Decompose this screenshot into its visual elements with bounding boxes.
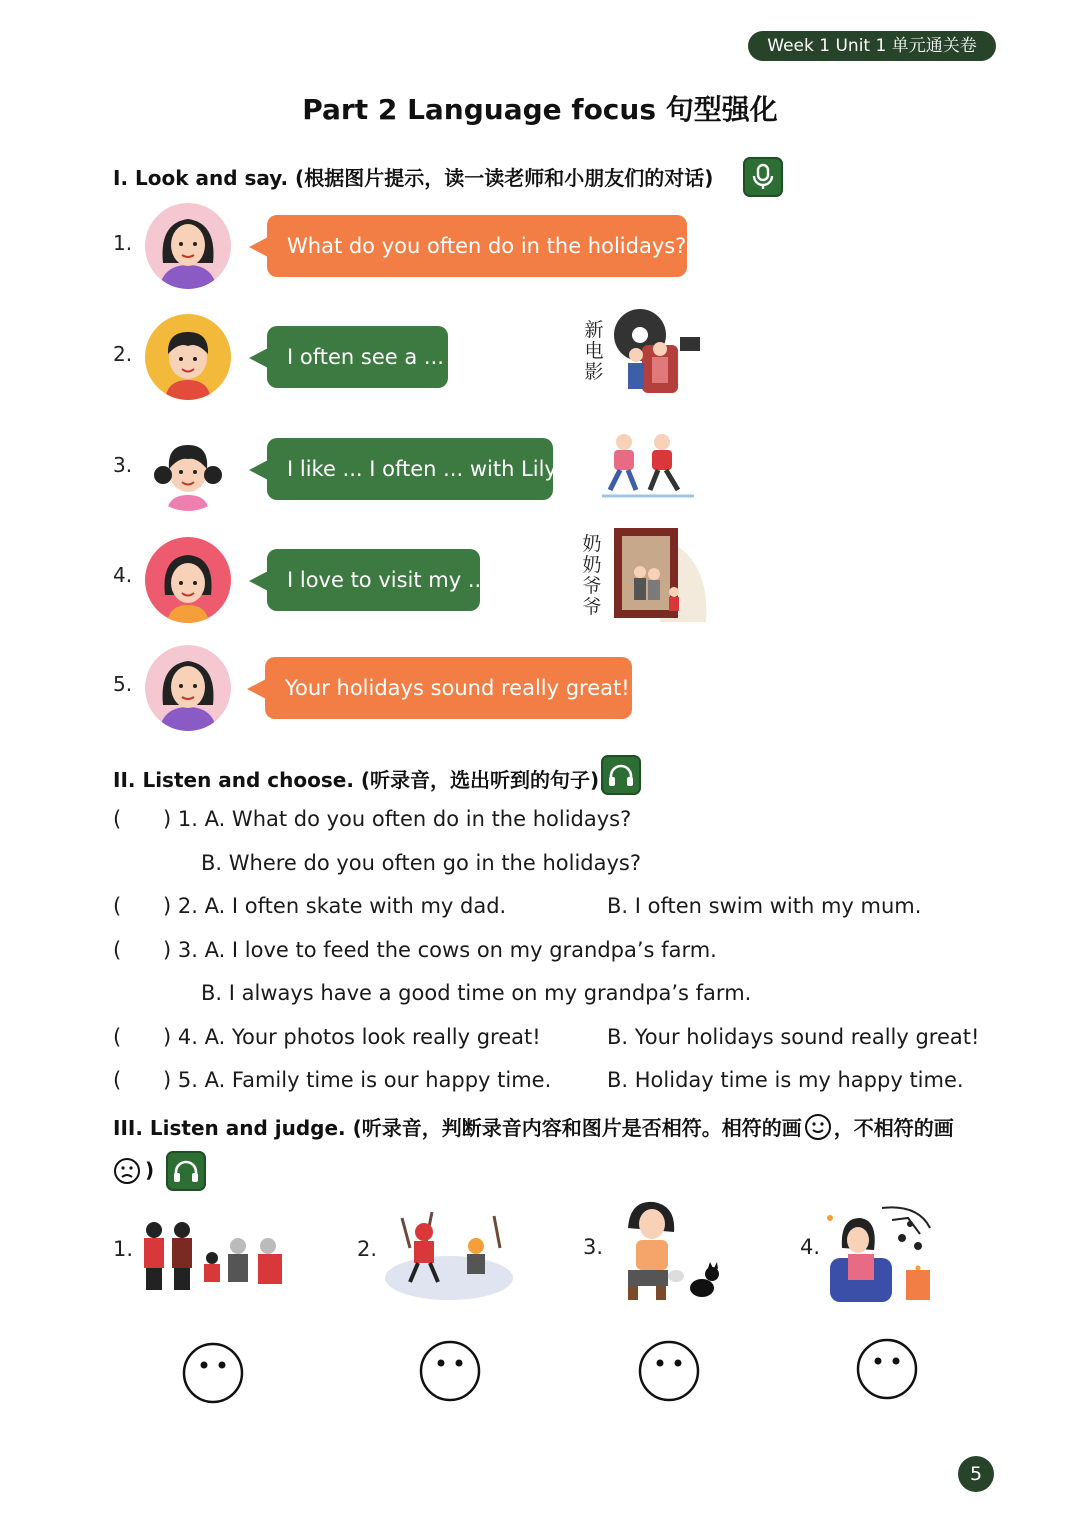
grandparents-visit-picture [610, 522, 710, 626]
hint-text: 奶 奶 爷 爷 [582, 533, 602, 618]
page-number: 5 [958, 1456, 994, 1492]
section3-title-part2: ，不相符的画 [833, 1116, 954, 1140]
headphones-icon[interactable] [166, 1151, 206, 1191]
section3-title-close: ) [145, 1158, 155, 1182]
answer-blank[interactable]: ( [113, 1025, 122, 1049]
question-2-option-b: B. I often swim with my mum. [607, 894, 922, 918]
question-3-option-b: B. I always have a good time on my grandpa’s farm. [201, 981, 752, 1005]
question-4-option-a: ) 4. A. Your photos look really great! [163, 1025, 541, 1049]
judge-number: 4. [800, 1235, 821, 1259]
section1-title: I. Look and say. (根据图片提示，读一读老师和小朋友们的对话) [113, 166, 714, 190]
question-5-option-b: B. Holiday time is my happy time. [607, 1068, 964, 1092]
speech-bubble-4: I love to visit my ... [267, 549, 480, 611]
question-1-option-b: B. Where do you often go in the holidays? [201, 851, 641, 875]
answer-face-4[interactable] [856, 1338, 918, 1400]
answer-face-1[interactable] [182, 1342, 244, 1404]
answer-blank[interactable]: ( [113, 1068, 122, 1092]
item-number: 3. [113, 453, 133, 477]
teacher-avatar [145, 645, 231, 731]
section3-title-part1: III. Listen and judge. (听录音，判断录音内容和图片是否相符。相符的画 [113, 1116, 802, 1140]
question-2-option-a: ) 2. A. I often skate with my dad. [163, 894, 507, 918]
item-number: 4. [113, 563, 133, 587]
section2-title: II. Listen and choose. (听录音，选出听到的句子) [113, 768, 600, 792]
headphones-icon[interactable] [601, 755, 641, 795]
answer-blank[interactable]: ( [113, 807, 122, 831]
girl-avatar [145, 537, 231, 623]
family-picture [140, 1218, 290, 1292]
question-3-option-a: ) 3. A. I love to feed the cows on my grandpa’s farm. [163, 938, 717, 962]
answer-blank[interactable]: ( [113, 938, 122, 962]
question-5-option-a: ) 5. A. Family time is our happy time. [163, 1068, 552, 1092]
snow-play-picture [382, 1208, 517, 1304]
smile-face-icon [804, 1113, 832, 1141]
section3-title [113, 1112, 954, 1141]
judge-number: 1. [113, 1237, 134, 1261]
answer-blank[interactable]: ( [113, 894, 122, 918]
item-number: 2. [113, 342, 133, 366]
part-title: Part 2 Language focus 句型强化 [302, 93, 778, 126]
speech-bubble-3: I like ... I often ... with Lily. [267, 438, 553, 500]
speech-bubble-2: I often see a ... [267, 326, 448, 388]
speech-bubble-5: Your holidays sound really great! [265, 657, 632, 719]
item-number: 5. [113, 672, 133, 696]
answer-face-3[interactable] [638, 1340, 700, 1402]
microphone-icon[interactable] [743, 157, 783, 197]
sad-face-icon [113, 1157, 141, 1185]
question-1-option-a: ) 1. A. What do you often do in the holidays? [163, 807, 632, 831]
judge-number: 2. [357, 1237, 378, 1261]
judge-number: 3. [583, 1235, 604, 1259]
unit-badge: Week 1 Unit 1 单元通关卷 [748, 31, 996, 61]
hint-text: 新 电 影 [584, 319, 604, 383]
cinema-picture [608, 305, 703, 405]
skating-picture [600, 430, 696, 502]
question-4-option-b: B. Your holidays sound really great! [607, 1025, 980, 1049]
girl-avatar [145, 425, 231, 511]
speech-bubble-1: What do you often do in the holidays? [267, 215, 687, 277]
item-number: 1. [113, 231, 133, 255]
boy-avatar [145, 314, 231, 400]
teacher-avatar [145, 203, 231, 289]
girl-feeding-cat-picture [618, 1198, 724, 1306]
girl-listening-music-picture [822, 1198, 936, 1308]
answer-face-2[interactable] [419, 1340, 481, 1402]
